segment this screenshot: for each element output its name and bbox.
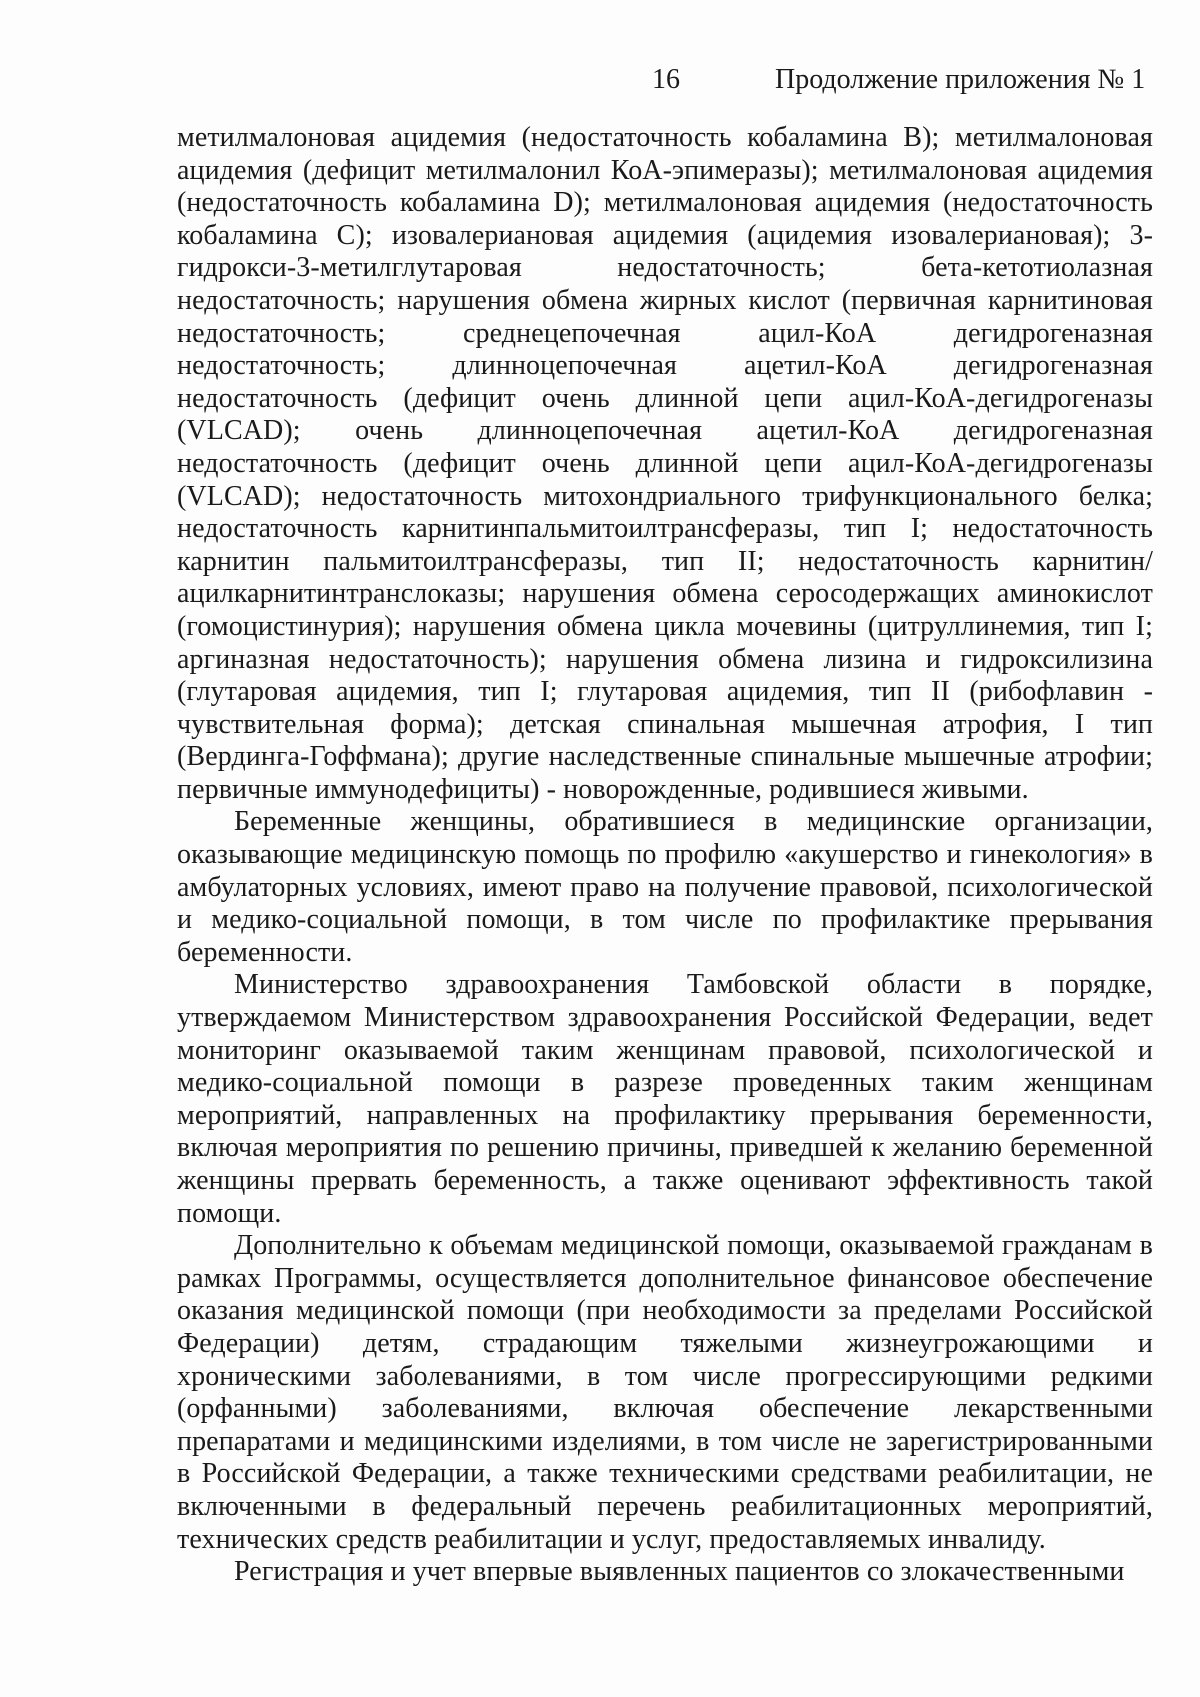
paragraph-additional-funding: Дополнительно к объемам медицинской помощи, оказываемой гражданам в рамках Программы, осуществляется дополнительное финансовое обеспечение оказания медицинской помощи (при необходимости за пределами Российской Федерации) детям, страдающим тяжелыми жизнеугрожающими и хроническими заболеваниями, в том числе прогрессирующими редкими (орфанными) заболеваниями, включая обеспечение лекарственными препаратами и медицинскими изделиями, в том числе не зарегистрированными в Российской Федерации, а также техническими средствами реабилитации, не включенными в федеральный перечень реабилитационных мероприятий, технических средств реабилитации и услуг, предоставляемых инвалиду. [177,1230,1153,1555]
document-body [177,122,1153,1589]
appendix-continuation-label: Продолжение приложения № 1 [775,64,1146,95]
paragraph-ministry-monitoring: Министерство здравоохранения Тамбовской области в порядке, утверждаемом Министерством здравоохранения Российской Федерации, ведет мониторинг оказываемой таким женщинам правовой, психологической и медико-социальной помощи в разрезе проведенных таким женщинам мероприятий, направленных на профилактику прерывания беременности, включая мероприятия по решению причины, приведшей к желанию беременной женщины прервать беременность, а также оценивают эффективность такой помощи. [177,969,1153,1229]
paragraph-pregnant-women: Беременные женщины, обратившиеся в медицинские организации, оказывающие медицинскую помощь по профилю «акушерство и гинекология» в амбулаторных условиях, имеют право на получение правовой, психологической и медико-социальной помощи, в том числе по профилактике прерывания беременности. [177,806,1153,968]
page-number: 16 [652,64,680,95]
paragraph-disease-list: метилмалоновая ацидемия (недостаточность кобаламина В); метилмалоновая ацидемия (дефицит метилмалонил КоА-эпимеразы); метилмалоновая ацидемия (недостаточность кобаламина D); метилмалоновая ацидемия (недостаточность кобаламина С); изовалериановая ацидемия (ацидемия изовалериановая); 3-гидрокси-3-метилглутаровая недостаточность; бета-кетотиолазная недостаточность; нарушения обмена жирных кислот (первичная карнитиновая недостаточность; среднецепочечная ацил-КоА дегидрогеназная недостаточность; длинноцепочечная ацетил-КоА дегидрогеназная недостаточность (дефицит очень длинной цепи ацил-КоА-дегидрогеназы (VLCAD); очень длинноцепочечная ацетил-КоА дегидрогеназная недостаточность (дефицит очень длинной цепи ацил-КоА-дегидрогеназы (VLCAD); недостаточность митохондриального трифункционального белка; недостаточность карнитинпальмитоилтрансферазы, тип I; недостаточность карнитин пальмитоилтрансферазы, тип II; недостаточность карнитин/ацилкарнитинтранслоказы; нарушения обмена серосодержащих аминокислот (гомоцистинурия); нарушения обмена цикла мочевины (цитруллинемия, тип I; аргиназная недостаточность); нарушения обмена лизина и гидроксилизина (глутаровая ацидемия, тип I; глутаровая ацидемия, тип II (рибофлавин - чувствительная форма); детская спинальная мышечная атрофия, I тип (Вердинга-Гоффмана); другие наследственные спинальные мышечные атрофии; первичные иммунодефициты) - новорожденные, родившиеся живыми. [177,122,1153,805]
page-header [0,60,1200,100]
paragraph-registration: Регистрация и учет впервые выявленных пациентов со злокачественными [234,1556,1125,1588]
